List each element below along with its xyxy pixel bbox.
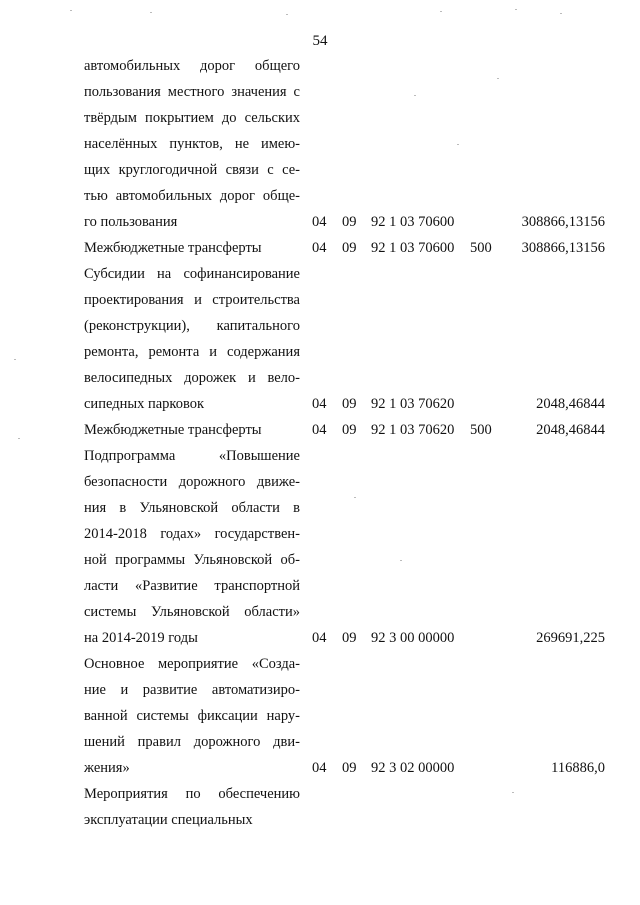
description-line: Подпрограмма «Повышение <box>84 448 300 464</box>
scan-speck <box>497 78 499 79</box>
scan-speck <box>457 144 459 145</box>
section-code: 04 <box>312 396 327 412</box>
amount-value: 2048,46844 <box>536 422 605 438</box>
target-article-code: 92 3 02 00000 <box>371 760 455 776</box>
subsection-code: 09 <box>342 422 357 438</box>
section-code: 04 <box>312 760 327 776</box>
expense-type-code: 500 <box>470 240 492 256</box>
table-row <box>0 417 640 443</box>
description-line: твёрдым покрытием до сельских <box>84 110 300 126</box>
subsection-code: 09 <box>342 396 357 412</box>
section-code: 04 <box>312 240 327 256</box>
description-line: проектирования и строительства <box>84 292 300 308</box>
amount-value: 116886,0 <box>551 760 605 776</box>
subsection-code: 09 <box>342 760 357 776</box>
description-line: автомобильных дорог общего <box>84 58 300 74</box>
row-description <box>84 781 300 833</box>
description-line: пользования местного значения с <box>84 84 300 100</box>
description-line: тью автомобильных дорог обще- <box>84 188 300 204</box>
description-line: эксплуатации специальных <box>84 812 253 828</box>
scan-speck <box>18 438 20 439</box>
section-code: 04 <box>312 422 327 438</box>
section-code: 04 <box>312 214 327 230</box>
description-line: щих круглогодичной связи с се- <box>84 162 300 178</box>
scan-speck <box>14 359 16 360</box>
description-line: 2014-2018 годах» государствен- <box>84 526 300 542</box>
description-line: ной программы Ульяновской об- <box>84 552 300 568</box>
target-article-code: 92 1 03 70600 <box>371 214 455 230</box>
scan-speck <box>354 497 356 498</box>
subsection-code: 09 <box>342 630 357 646</box>
description-line: шений правил дорожного дви- <box>84 734 300 750</box>
description-line: системы Ульяновской области» <box>84 604 300 620</box>
description-line: жения» <box>84 760 130 776</box>
description-line: (реконструкции), капитального <box>84 318 300 334</box>
description-line: ние и развитие автоматизиро- <box>84 682 300 698</box>
table-row <box>0 53 640 235</box>
row-description <box>84 235 300 261</box>
table-row <box>0 235 640 261</box>
description-line: велосипедных дорожек и вело- <box>84 370 300 386</box>
description-line: ния в Ульяновской области в <box>84 500 300 516</box>
description-line: на 2014-2019 годы <box>84 630 198 646</box>
description-line: ванной системы фиксации нару- <box>84 708 300 724</box>
description-line: Субсидии на софинансирование <box>84 266 300 282</box>
row-description <box>84 261 300 417</box>
table-row <box>0 781 640 833</box>
scan-speck <box>286 14 288 15</box>
scan-speck <box>70 10 72 11</box>
row-description <box>84 651 300 781</box>
target-article-code: 92 1 03 70620 <box>371 396 455 412</box>
description-line: Межбюджетные трансферты <box>84 240 262 256</box>
target-article-code: 92 3 00 00000 <box>371 630 455 646</box>
scan-speck <box>440 11 442 12</box>
subsection-code: 09 <box>342 240 357 256</box>
amount-value: 308866,13156 <box>521 240 605 256</box>
description-line: безопасности дорожного движе- <box>84 474 300 490</box>
scan-speck <box>560 13 562 14</box>
scan-speck <box>400 560 402 561</box>
row-description <box>84 443 300 651</box>
description-line: населённых пунктов, не имею- <box>84 136 300 152</box>
table-row <box>0 261 640 417</box>
scan-speck <box>414 95 416 96</box>
description-line: го пользования <box>84 214 178 230</box>
scan-speck <box>150 12 152 13</box>
scan-speck <box>515 9 517 10</box>
subsection-code: 09 <box>342 214 357 230</box>
description-line: ремонта, ремонта и содержания <box>84 344 300 360</box>
description-line: ласти «Развитие транспортной <box>84 578 300 594</box>
scan-speck <box>512 792 514 793</box>
amount-value: 308866,13156 <box>521 214 605 230</box>
description-line: Основное мероприятие «Созда- <box>84 656 300 672</box>
target-article-code: 92 1 03 70620 <box>371 422 455 438</box>
section-code: 04 <box>312 630 327 646</box>
row-description <box>84 53 300 235</box>
amount-value: 2048,46844 <box>536 396 605 412</box>
target-article-code: 92 1 03 70600 <box>371 240 455 256</box>
description-line: Мероприятия по обеспечению <box>84 786 300 802</box>
table-row <box>0 443 640 651</box>
description-line: Межбюджетные трансферты <box>84 422 262 438</box>
description-line: сипедных парковок <box>84 396 205 412</box>
page-number: 54 <box>312 33 328 49</box>
expense-type-code: 500 <box>470 422 492 438</box>
row-description <box>84 417 300 443</box>
table-row <box>0 651 640 781</box>
amount-value: 269691,225 <box>536 630 605 646</box>
